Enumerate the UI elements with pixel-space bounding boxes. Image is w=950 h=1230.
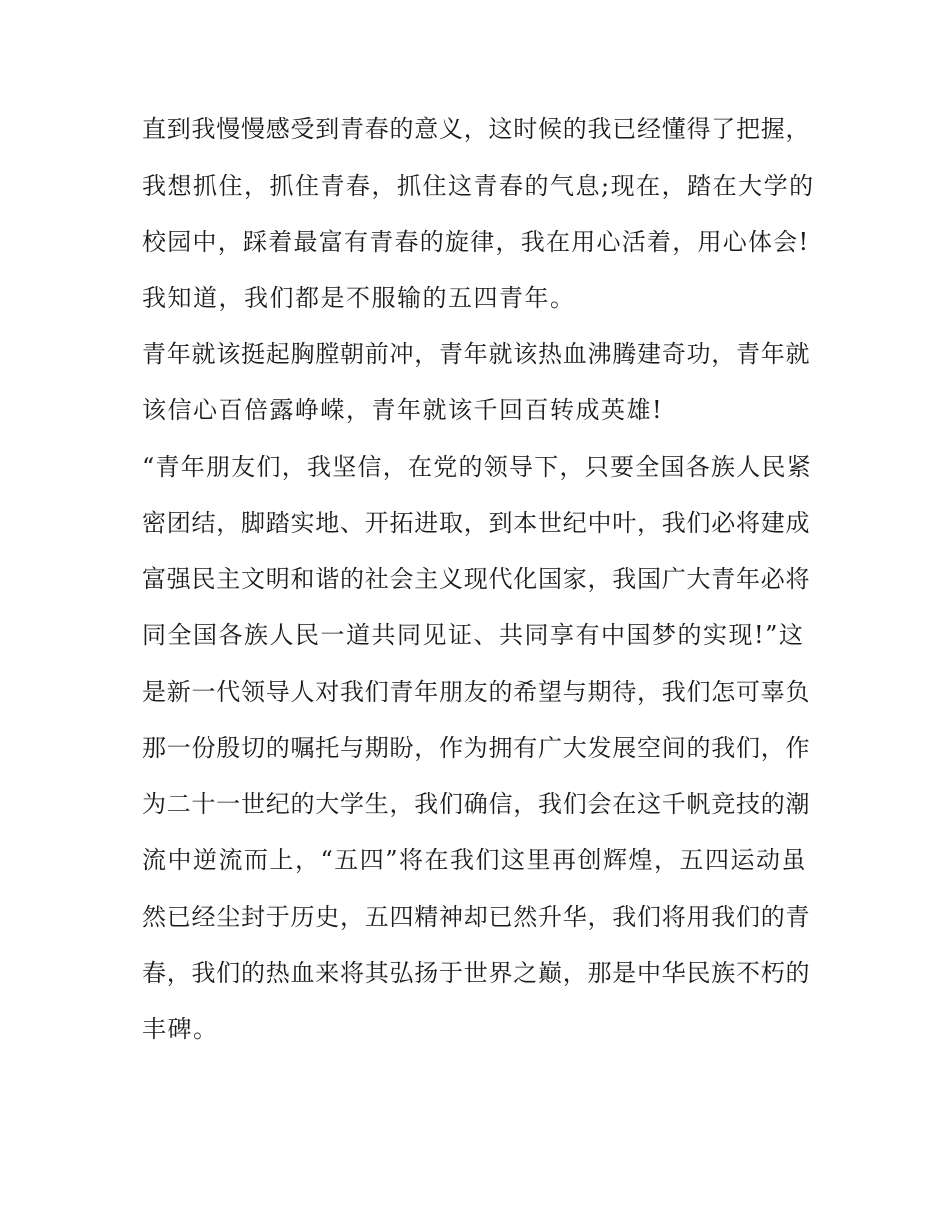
text-line: 同全国各族人民一道共同见证、共同享有中国梦的实现!”这 — [142, 621, 805, 649]
text-line: 富强民主文明和谐的社会主义现代化国家，我国广大青年必将 — [142, 565, 811, 593]
text-line: 该信心百倍露峥嵘，青年就该千回百转成英雄! — [142, 396, 664, 424]
text-line: 那一份殷切的嘱托与期盼，作为拥有广大发展空间的我们，作 — [142, 734, 811, 762]
text-line: 丰碑。 — [142, 1015, 219, 1043]
text-line: 春，我们的热血来将其弘扬于世界之巅，那是中华民族不朽的 — [142, 959, 811, 987]
text-line: 密团结，脚踏实地、开拓进取，到本世纪中叶，我们必将建成 — [142, 509, 811, 537]
text-line: 是新一代领导人对我们青年朋友的希望与期待，我们怎可辜负 — [142, 678, 811, 706]
text-line: 流中逆流而上，“五四”将在我们这里再创辉煌，五四运动虽 — [142, 846, 808, 874]
text-line: “青年朋友们，我坚信，在党的领导下，只要全国各族人民紧 — [142, 453, 813, 481]
text-line: 青年就该挺起胸膛朝前冲，青年就该热血沸腾建奇功，青年就 — [142, 340, 811, 368]
text-line: 我想抓住，抓住青春，抓住这青春的气息;现在，踏在大学的 — [142, 172, 815, 200]
text-line: 直到我慢慢感受到青春的意义，这时候的我已经懂得了把握， — [142, 115, 811, 143]
text-line: 我知道，我们都是不服输的五四青年。 — [142, 284, 576, 312]
text-line: 校园中，踩着最富有青春的旋律，我在用心活着，用心体会! — [142, 228, 810, 256]
text-line: 然已经尘封于历史，五四精神却已然升华，我们将用我们的青 — [142, 903, 811, 931]
text-line: 为二十一世纪的大学生，我们确信，我们会在这千帆竞技的潮 — [142, 790, 811, 818]
